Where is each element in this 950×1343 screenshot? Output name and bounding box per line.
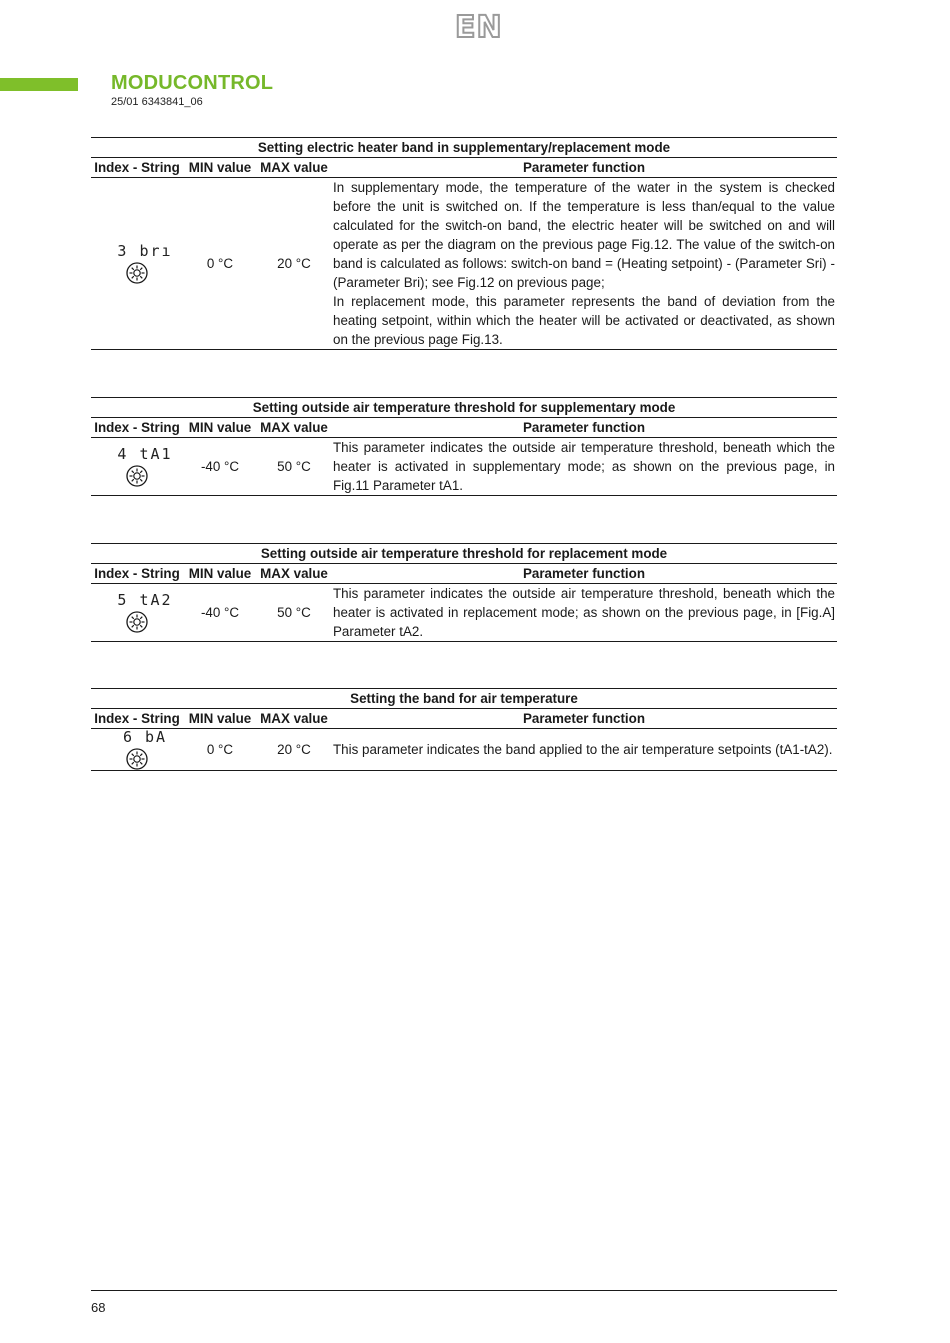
parameter-table-ta1: [91, 397, 837, 496]
brand-title: MODUCONTROL: [111, 72, 274, 94]
max-value: 50 °C: [257, 584, 331, 642]
sun-heating-icon: [93, 262, 181, 284]
col-header-function: Parameter function: [331, 564, 837, 584]
language-badge: EN: [455, 10, 503, 45]
min-value: -40 °C: [183, 438, 257, 496]
parameter-code: 4 tA1: [117, 445, 173, 463]
min-value: 0 °C: [183, 729, 257, 771]
parameter-function: This parameter indicates the band applied to the air temperature setpoints (tA1-tA2).: [331, 729, 837, 771]
table-row: [91, 438, 837, 496]
page-number: 68: [91, 1300, 106, 1315]
document-reference: 25/01 6343841_06: [111, 96, 203, 108]
accent-bar: [0, 78, 78, 91]
max-value: 20 °C: [257, 178, 331, 350]
col-header-max: MAX value: [257, 564, 331, 584]
index-cell: [91, 584, 183, 642]
sun-heating-icon: [93, 611, 181, 633]
parameter-function: This parameter indicates the outside air temperature threshold, beneath which the heater is activated in replacement mode; as shown on the previous page, in [Fig.A] Parameter tA2.: [331, 584, 837, 642]
col-header-function: Parameter function: [331, 158, 837, 178]
min-value: 0 °C: [183, 178, 257, 350]
sun-heating-icon: [93, 748, 181, 770]
table-title: Setting electric heater band in supplementary/replacement mode: [91, 138, 837, 158]
footer-divider: [91, 1290, 837, 1291]
parameter-function: [331, 178, 837, 350]
index-cell: [91, 438, 183, 496]
parameter-table-bri: [91, 137, 837, 350]
table-title: Setting outside air temperature threshold for supplementary mode: [91, 398, 837, 418]
table-row: [91, 178, 837, 350]
max-value: 20 °C: [257, 729, 331, 771]
index-cell: [91, 729, 183, 771]
col-header-min: MIN value: [183, 418, 257, 438]
parameter-function: This parameter indicates the outside air temperature threshold, beneath which the heater is activated in supplementary mode; as shown on the previous page, in Fig.11 Parameter tA1.: [331, 438, 837, 496]
col-header-index: Index - String: [91, 158, 183, 178]
function-text: In supplementary mode, the temperature of the water in the system is checked before the unit is switched on. If the temperature is less than/equal to the value calculated for the switch-on band, the electric heater will be switched on and will operate as per the diagram on the previous page Fig.12. The value of the switch-on band is calculated as follows: switch-on band = (Heating setpoint) - (Parameter Sri) - (Parameter Bri); see Fig.12 on previous page;: [333, 180, 835, 290]
col-header-index: Index - String: [91, 564, 183, 584]
col-header-min: MIN value: [183, 564, 257, 584]
parameter-code: 5 tA2: [117, 591, 173, 609]
col-header-max: MAX value: [257, 158, 331, 178]
parameter-table-ba: [91, 688, 837, 771]
parameter-code: 3 brı: [117, 242, 173, 260]
col-header-function: Parameter function: [331, 709, 837, 729]
col-header-max: MAX value: [257, 418, 331, 438]
col-header-min: MIN value: [183, 709, 257, 729]
table-row: [91, 584, 837, 642]
col-header-index: Index - String: [91, 709, 183, 729]
max-value: 50 °C: [257, 438, 331, 496]
table-title: Setting outside air temperature threshold for replacement mode: [91, 544, 837, 564]
table-title: Setting the band for air temperature: [91, 689, 837, 709]
col-header-function: Parameter function: [331, 418, 837, 438]
table-row: [91, 729, 837, 771]
parameter-code: 6 bA: [122, 728, 168, 746]
index-cell: [91, 178, 183, 350]
function-text-replacement: In replacement mode, this parameter represents the band of deviation from the heating setpoint, within which the heater will be activated or deactivated, as shown on the previous page Fig.13.: [333, 294, 835, 347]
col-header-max: MAX value: [257, 709, 331, 729]
parameter-table-ta2: [91, 543, 837, 642]
min-value: -40 °C: [183, 584, 257, 642]
col-header-index: Index - String: [91, 418, 183, 438]
col-header-min: MIN value: [183, 158, 257, 178]
sun-heating-icon: [93, 465, 181, 487]
